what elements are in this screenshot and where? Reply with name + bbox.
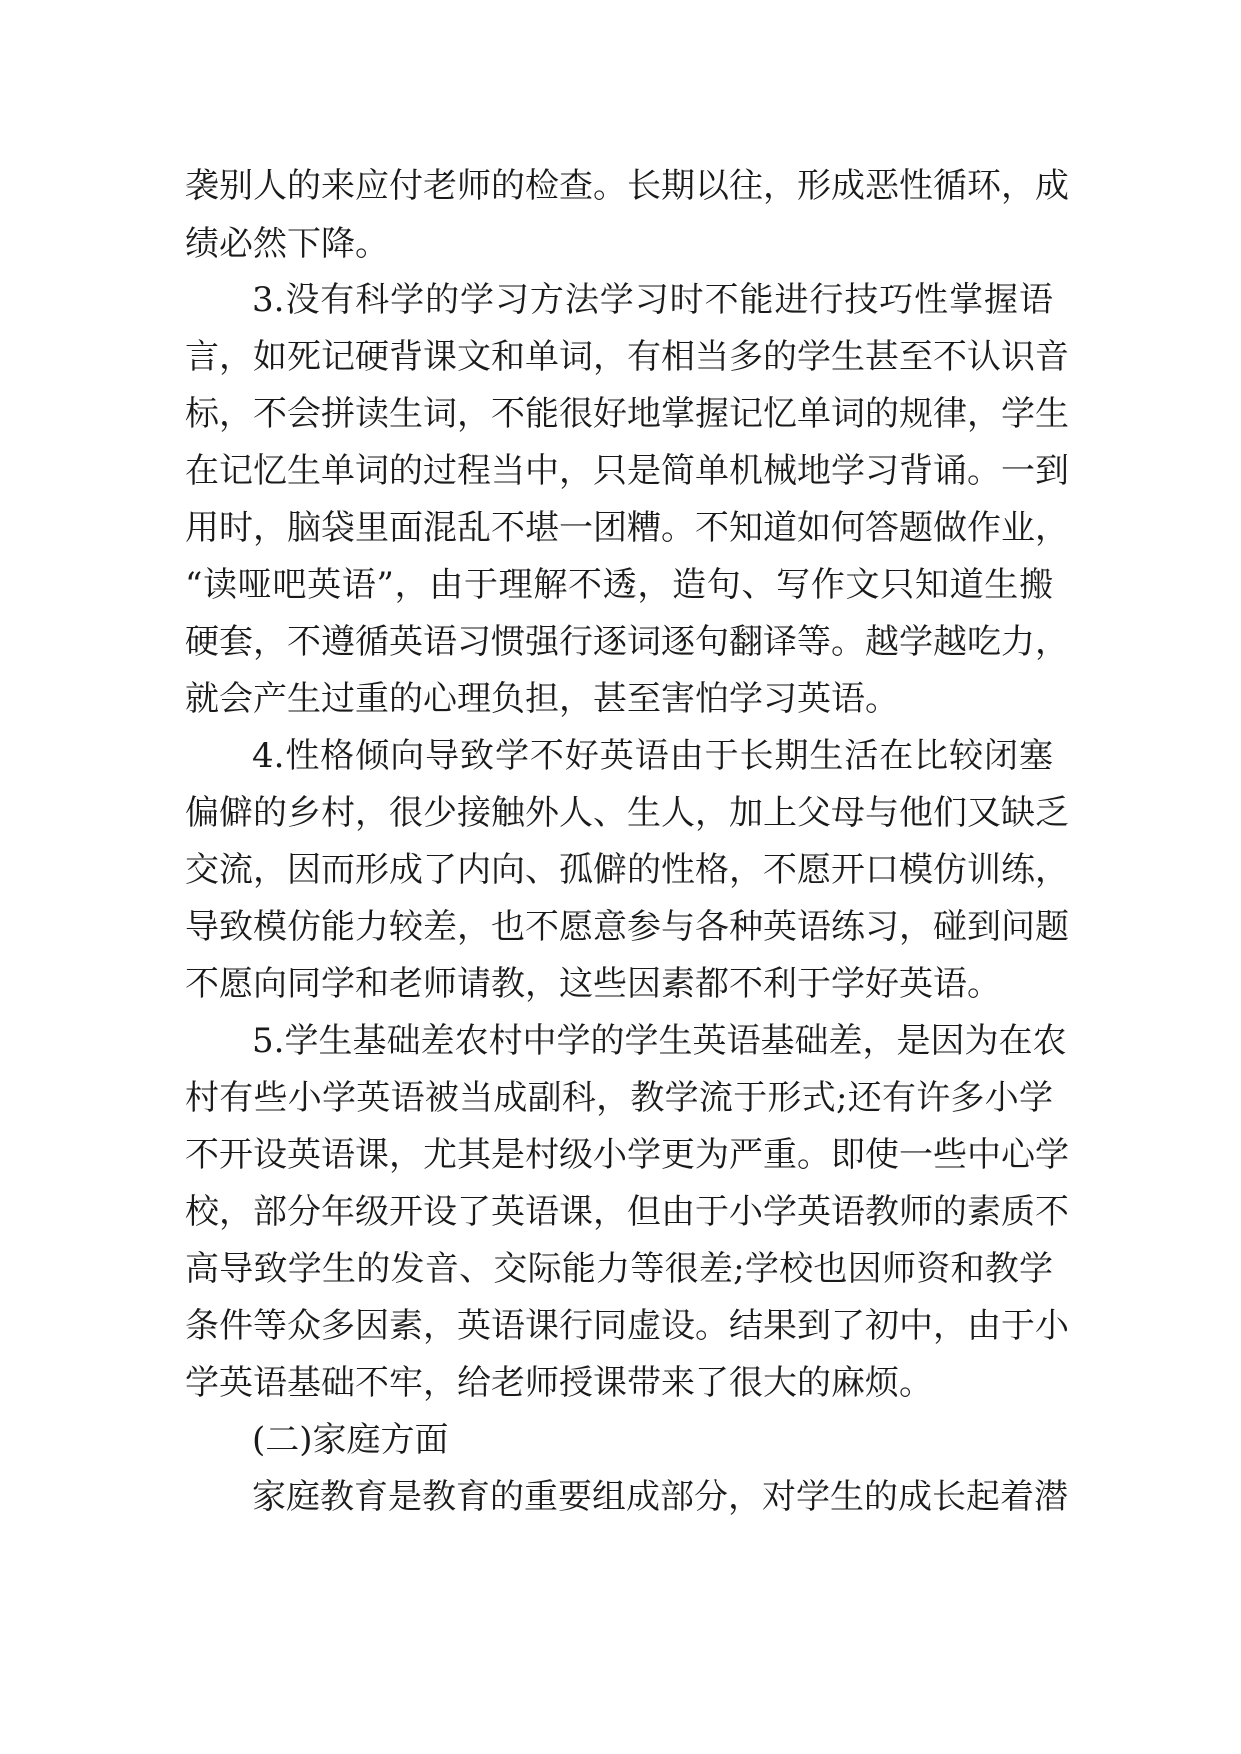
text-line: 高导致学生的发音、交际能力等很差;学校也因师资和教学 [185, 1249, 1053, 1289]
paragraph-first-line: 5.学生基础差农村中学的学生英语基础差，是因为在农 [252, 1021, 1067, 1061]
text-line: 标，不会拼读生词，不能很好地掌握记忆单词的规律，学生 [185, 394, 1069, 434]
text-line: 条件等众多因素，英语课行同虚设。结果到了初中，由于小 [185, 1306, 1069, 1346]
text-line: 就会产生过重的心理负担，甚至害怕学习英语。 [185, 679, 899, 719]
text-line: 导致模仿能力较差，也不愿意参与各种英语练习，碰到问题 [185, 907, 1069, 947]
text-line: 硬套，不遵循英语习惯强行逐词逐句翻译等。越学越吃力， [185, 622, 1069, 662]
text-line: “读哑吧英语”，由于理解不透，造句、写作文只知道生搬 [185, 565, 1053, 605]
text-line: 村有些小学英语被当成副科，教学流于形式;还有许多小学 [185, 1078, 1054, 1118]
text-line: 袭别人的来应付老师的检查。长期以往，形成恶性循环，成 [185, 166, 1069, 206]
text-line: 校，部分年级开设了英语课，但由于小学英语教师的素质不 [185, 1192, 1069, 1232]
text-line: 不开设英语课，尤其是村级小学更为严重。即使一些中心学 [185, 1135, 1069, 1175]
text-line: 在记忆生单词的过程当中，只是简单机械地学习背诵。一到 [185, 451, 1069, 491]
paragraph-first-line: 4.性格倾向导致学不好英语由于长期生活在比较闭塞 [252, 736, 1053, 776]
section-heading: (二)家庭方面 [252, 1420, 449, 1460]
text-line: 绩必然下降。 [185, 224, 389, 264]
text-line: 偏僻的乡村，很少接触外人、生人，加上父母与他们又缺乏 [185, 793, 1069, 833]
paragraph-first-line: 家庭教育是教育的重要组成部分，对学生的成长起着潜 [252, 1477, 1068, 1517]
text-line: 学英语基础不牢，给老师授课带来了很大的麻烦。 [185, 1363, 933, 1403]
text-line: 用时，脑袋里面混乱不堪一团糟。不知道如何答题做作业， [185, 508, 1069, 548]
text-line: 交流，因而形成了内向、孤僻的性格，不愿开口模仿训练， [185, 850, 1069, 890]
text-line: 言，如死记硬背课文和单词，有相当多的学生甚至不认识音 [185, 337, 1069, 377]
text-line: 不愿向同学和老师请教，这些因素都不利于学好英语。 [185, 964, 1001, 1004]
paragraph-first-line: 3.没有科学的学习方法学习时不能进行技巧性掌握语 [252, 280, 1053, 320]
